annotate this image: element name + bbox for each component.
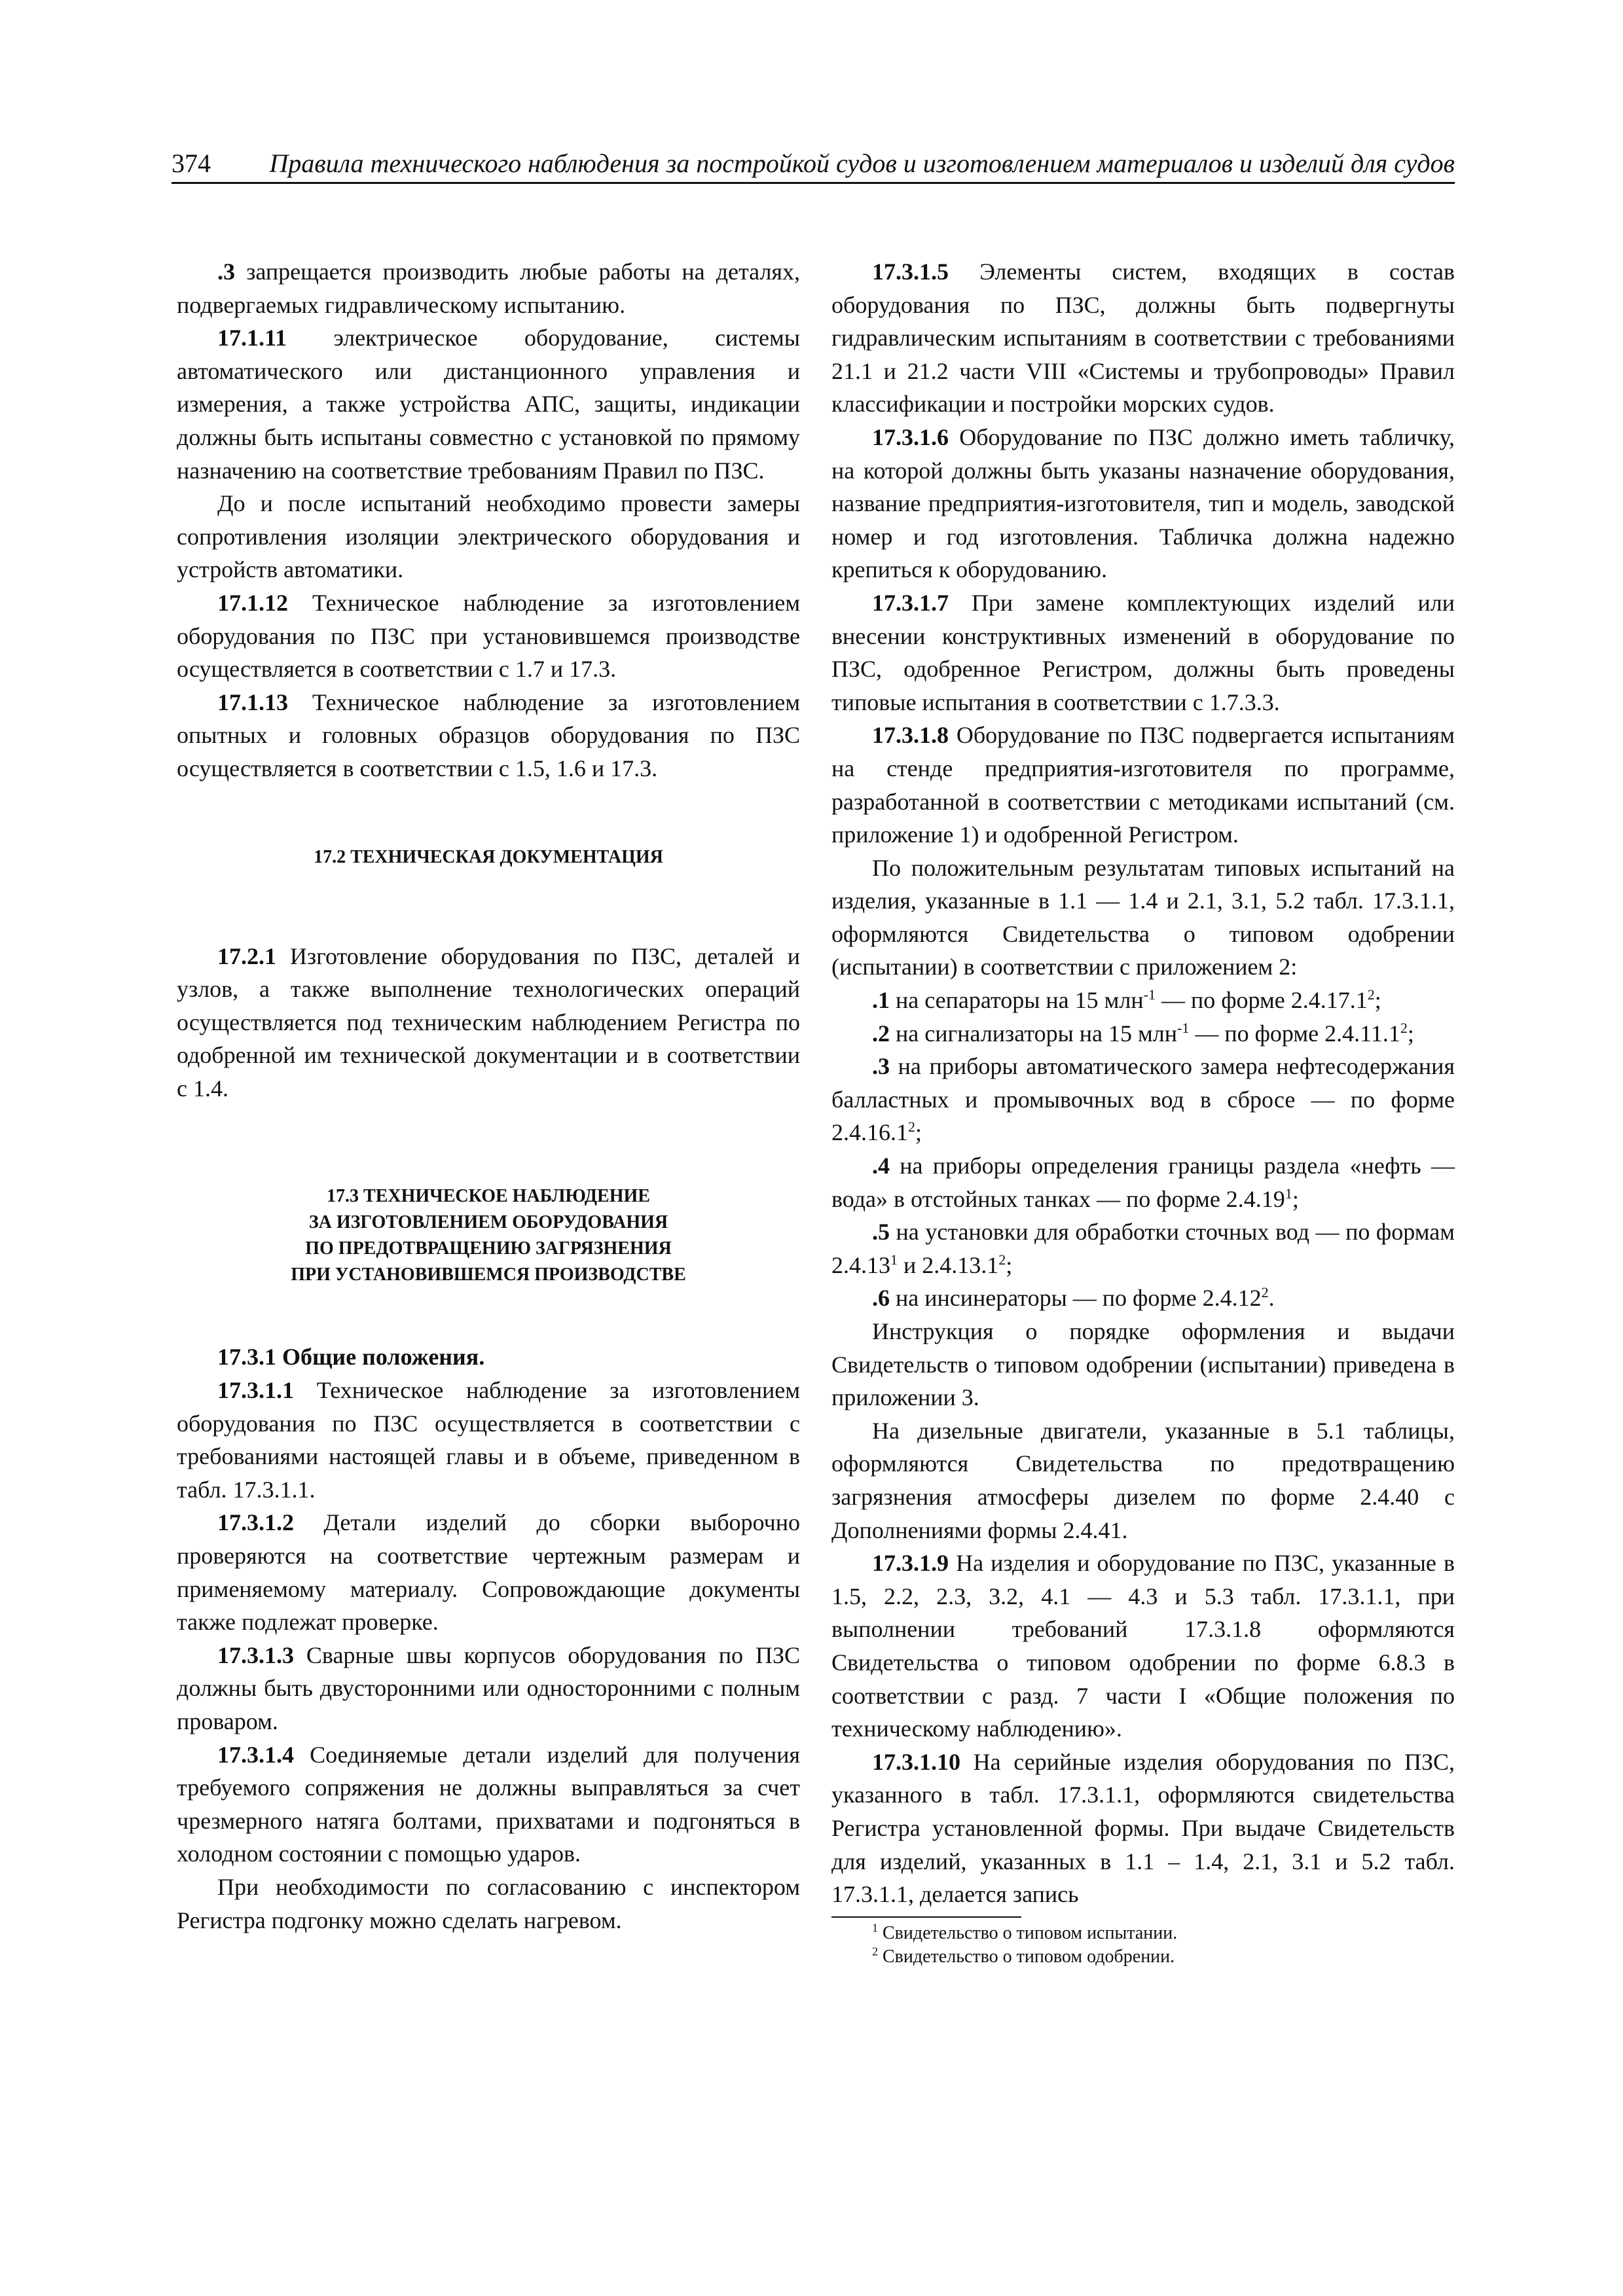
running-title: Правила технического наблюдения за постройкой судов и изготовлением материалов и изделий для судов [269, 149, 1455, 178]
paragraph: До и после испытаний необходимо провести замеры сопротивления изоляции электрического оборудования и устройств автоматики. [177, 490, 800, 583]
paragraph-17-1-11: 17.1.11 электрическое оборудование, системы автоматического или дистанционного управления и измерения, а также устройства АПС, защиты, индикации должны быть испытаны совместно с установкой по прямому назначению на соответствие требованиям Правил по ПЗС. [177, 325, 800, 484]
paragraph-17-3-1-1: 17.3.1.1 Техническое наблюдение за изготовлением оборудования по ПЗС осуществляется в соответствии с требованиями настоящей главы и в объеме, приведенном в табл. 17.3.1.1. [177, 1377, 800, 1503]
heading-line: 17.3 ТЕХНИЧЕСКОЕ НАБЛЮДЕНИЕ [327, 1186, 650, 1207]
heading-line: ПО ПРЕДОТВРАЩЕНИЮ ЗАГРЯЗНЕНИЯ [305, 1238, 672, 1259]
left-column [177, 255, 800, 1937]
paragraph: .3 запрещается производить любые работы на деталях, подвергаемых гидравлическому испытанию. [177, 259, 800, 318]
list-item: .4 на приборы определения границы раздела «нефть — вода» в отстойных танках — по форме 2.4.19$^1$; [831, 1153, 1455, 1212]
paragraph: По положительным результатам типовых испытаний на изделия, указанные в 1.1 — 1.4 и 2.1, 3.1, 5.2 табл. 17.3.1.1, оформляются Свидетельства о типовом одобрении (испытании) в соответствии с приложением 2: [831, 854, 1455, 980]
heading-line: ПРИ УСТАНОВИВШЕМСЯ ПРОИЗВОДСТВЕ [291, 1265, 686, 1285]
paragraph-17-3-1-5: 17.3.1.5 Элементы систем, входящих в состав оборудования по ПЗС, должны быть подвергнуты гидравлическим испытаниям в соответствии с требованиями 21.1 и 21.2 части VIII «Системы и трубопроводы» Правил классификации и постройки морских судов. [831, 259, 1455, 418]
paragraph-17-2-1: 17.2.1 Изготовление оборудования по ПЗС, деталей и узлов, а также выполнение технологических операций осуществляется под техническим наблюдением Регистра по одобренной им технической документации и в соответствии с 1.4. [177, 942, 800, 1102]
section-heading-17-3 [177, 1183, 800, 1288]
paragraph-17-3-1-3: 17.3.1.3 Сварные швы корпусов оборудования по ПЗС должны быть двусторонними или односторонними с полным проваром. [177, 1641, 800, 1734]
list-item: .6 на инсинераторы — по форме 2.4.12$^2$. [872, 1284, 1275, 1312]
paragraph-17-3-1-7: 17.3.1.7 При замене комплектующих изделий или внесении конструктивных изменений в оборудование по ПЗС, одобренное Регистром, должны быть проведены типовые испытания в соответствии с 1.7.3.3. [831, 589, 1455, 715]
page-number: 374 [172, 149, 211, 178]
subsection-title-17-3-1: 17.3.1 Общие положения. [217, 1344, 485, 1371]
right-column [831, 255, 1455, 1969]
footnote: $^1$ Свидетельство о типовом испытании. [872, 1921, 1178, 1943]
paragraph-17-3-1-9: 17.3.1.9 На изделия и оборудование по ПЗС, указанные в 1.5, 2.2, 2.3, 3.2, 4.1 — 4.3 и 5.3 табл. 17.3.1.1, при выполнении требований 17.3.1.8 оформляются Свидетельства о типовом одобрении по форме 6.8.3 в соответствии с разд. 7 части I «Общие положения по техническому наблюдению». [831, 1550, 1455, 1742]
paragraph: На дизельные двигатели, указанные в 5.1 таблицы, оформляются Свидетельства по предотвращению загрязнения атмосферы дизелем по форме 2.4.40 с Дополнениями формы 2.4.41. [831, 1417, 1455, 1543]
list-item: .2 на сигнализаторы на 15 млн$^{-1}$ — по форме 2.4.11.1$^2$; [872, 1019, 1414, 1047]
paragraph-17-3-1-8: 17.3.1.8 Оборудование по ПЗС подвергается испытаниям на стенде предприятия-изготовителя по программе, разработанной в соответствии с методиками испытаний (см. приложение 1) и одобренной Регистром. [831, 722, 1455, 848]
paragraph: При необходимости по согласованию с инспектором Регистра подгонку можно сделать нагревом. [177, 1873, 800, 1933]
paragraph-17-3-1-10: 17.3.1.10 На серийные изделия оборудования по ПЗС, указанного в табл. 17.3.1.1, оформляются свидетельства Регистра установленной формы. При выдаче Свидетельств для изделий, указанных в 1.1 – 1.4, 2.1, 3.1 и 5.2 табл. 17.3.1.1, делается запись [831, 1748, 1455, 1908]
footnote-rule [831, 1916, 1021, 1918]
list-item: .3 на приборы автоматического замера нефтесодержания балластных и промывочных вод в сбросе — по форме 2.4.16.1$^2$; [831, 1053, 1455, 1146]
paragraph-17-3-1-4: 17.3.1.4 Соединяемые детали изделий для получения требуемого сопряжения не должны выправляться за счет чрезмерного натяга болтами, прихватами и подгоняться в холодном состоянии с помощью ударов. [177, 1741, 800, 1867]
section-heading-17-2: 17.2 ТЕХНИЧЕСКАЯ ДОКУМЕНТАЦИЯ [314, 846, 663, 867]
paragraph-17-3-1-2: 17.3.1.2 Детали изделий до сборки выборочно проверяются на соответствие чертежным размерам и применяемому материалу. Сопровождающие документы также подлежат проверке. [177, 1509, 800, 1636]
paragraph-17-1-13: 17.1.13 Техническое наблюдение за изготовлением опытных и головных образцов оборудования по ПЗС осуществляется в соответствии с 1.5, 1.6 и 17.3. [177, 689, 800, 781]
paragraph-17-1-12: 17.1.12 Техническое наблюдение за изготовлением оборудования по ПЗС при установившемся производстве осуществляется в соответствии с 1.7 и 17.3. [177, 589, 800, 683]
list-item: .1 на сепараторы на 15 млн$^{-1}$ — по форме 2.4.17.1$^2$; [872, 986, 1381, 1014]
paragraph: Инструкция о порядке оформления и выдачи Свидетельств о типовом одобрении (испытании) приведена в приложении 3. [831, 1318, 1455, 1411]
paragraph-17-3-1-6: 17.3.1.6 Оборудование по ПЗС должно иметь табличку, на которой должны быть указаны назначение оборудования, название предприятия-изготовителя, тип и модель, заводской номер и год изготовления. Табличка должна надежно крепиться к оборудованию. [831, 423, 1455, 583]
heading-line: ЗА ИЗГОТОВЛЕНИЕМ ОБОРУДОВАНИЯ [308, 1212, 668, 1233]
list-item: .5 на установки для обработки сточных вод — по формам 2.4.13$^1$ и 2.4.13.1$^2$; [831, 1219, 1455, 1278]
footnote: $^2$ Свидетельство о типовом одобрении. [872, 1945, 1175, 1967]
page-header [172, 145, 1455, 184]
